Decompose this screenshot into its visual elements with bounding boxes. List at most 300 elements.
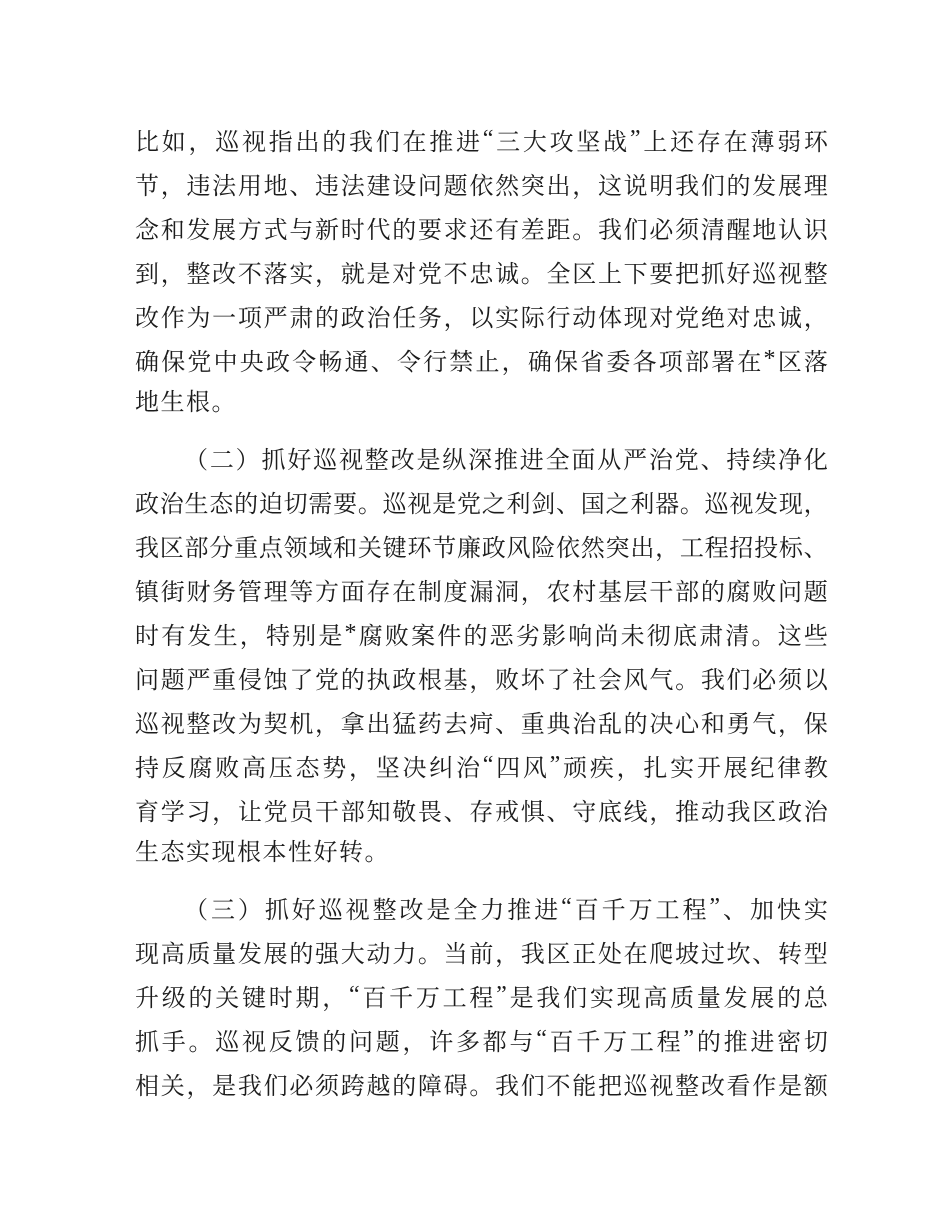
char: 严	[623, 447, 648, 474]
char: 坏	[520, 667, 545, 694]
char: 相	[135, 1073, 159, 1100]
char: 中	[213, 349, 238, 376]
char: 节	[432, 535, 457, 562]
char: 是	[509, 985, 534, 1012]
char: 的	[623, 711, 648, 738]
char: 存	[696, 129, 721, 156]
char: ，	[469, 667, 494, 694]
char: 需	[308, 491, 333, 518]
char: 是	[212, 1073, 237, 1100]
char: 的	[340, 667, 365, 694]
char: 扎	[643, 755, 668, 782]
char: 、	[546, 799, 571, 826]
char: 。	[679, 491, 704, 518]
char: 招	[729, 535, 754, 562]
text-line	[135, 293, 828, 337]
char: 党	[187, 349, 212, 376]
char: 体	[597, 305, 622, 332]
char: 方	[237, 217, 262, 244]
char: 器	[655, 491, 680, 518]
char: 治	[159, 491, 184, 518]
char: 线	[623, 799, 648, 826]
char: 的	[392, 217, 417, 244]
char: ，	[777, 711, 802, 738]
char: 的	[322, 1029, 347, 1056]
char: 惧	[520, 799, 545, 826]
char: 的	[777, 985, 802, 1012]
char: 保	[803, 711, 828, 738]
char: 忠	[752, 305, 777, 332]
text-line	[135, 337, 828, 381]
char: 重	[520, 711, 545, 738]
char: 剑	[531, 491, 556, 518]
char: 实	[670, 755, 695, 782]
char: 持	[726, 447, 751, 474]
char: 巡	[215, 1029, 240, 1056]
char: 对	[649, 305, 674, 332]
char: 域	[308, 535, 333, 562]
char: 从	[597, 447, 622, 474]
char: 的	[188, 985, 213, 1012]
char: 视	[407, 491, 432, 518]
char: 开	[696, 755, 721, 782]
char: 整	[186, 711, 211, 738]
char: 前	[469, 941, 494, 968]
char: 越	[366, 1073, 391, 1100]
char: 时	[135, 623, 159, 650]
char: 基	[443, 667, 468, 694]
char: 农	[546, 579, 571, 606]
text-line	[135, 523, 828, 567]
char: 进	[456, 129, 480, 156]
char: 巡	[752, 261, 777, 288]
char: 为	[237, 711, 262, 738]
char: 方	[315, 579, 340, 606]
char: 好	[726, 261, 751, 288]
char: 把	[675, 261, 700, 288]
char: ，	[501, 349, 526, 376]
char: 大	[340, 941, 365, 968]
char: 现	[778, 491, 803, 518]
char: ，	[495, 941, 520, 968]
char: 抓	[700, 261, 725, 288]
char: 是	[318, 623, 343, 650]
char: 部	[675, 579, 700, 606]
char: 药	[417, 711, 442, 738]
char: 党	[315, 667, 340, 694]
char: 生	[213, 623, 238, 650]
char: 违	[315, 173, 340, 200]
text-line	[135, 249, 828, 293]
char: 令	[292, 349, 317, 376]
char: 视	[338, 447, 363, 474]
char: 署	[711, 349, 736, 376]
char: 领	[283, 535, 308, 562]
char: 多	[456, 1029, 480, 1056]
char: 突	[605, 535, 630, 562]
char: 千	[389, 985, 414, 1012]
char: 了	[289, 667, 314, 694]
text-line	[135, 743, 828, 787]
char: 爬	[649, 941, 674, 968]
char: 四	[496, 755, 521, 782]
char: 决	[649, 711, 674, 738]
char: 确	[527, 349, 552, 376]
char: 、	[752, 941, 777, 968]
char: 。	[572, 217, 597, 244]
char: ，	[616, 755, 641, 782]
char: 必	[752, 667, 777, 694]
char: ”	[709, 893, 721, 920]
char: 地	[752, 217, 777, 244]
char: 抓	[261, 447, 286, 474]
char: 过	[700, 941, 725, 968]
char: 央	[239, 349, 264, 376]
char: 拿	[340, 711, 365, 738]
char: ”	[549, 751, 561, 778]
char: 绝	[700, 305, 725, 332]
char: 发	[754, 491, 779, 518]
char: 整	[364, 447, 389, 474]
char: 型	[803, 941, 828, 968]
char: 千	[601, 897, 626, 924]
char: 还	[469, 217, 494, 244]
char: 量	[696, 985, 721, 1012]
char: 败	[752, 579, 777, 606]
char: 馈	[295, 1029, 320, 1056]
char: 与	[289, 217, 314, 244]
char: 二	[209, 447, 234, 474]
char: 落	[803, 349, 828, 376]
text-line	[135, 1017, 828, 1061]
paragraph	[135, 435, 828, 875]
char: 腐	[188, 755, 213, 782]
char: 度	[443, 579, 468, 606]
char: 差	[520, 217, 545, 244]
char: 然	[580, 535, 605, 562]
char: 我	[135, 535, 159, 562]
char: 利	[506, 491, 531, 518]
char: 严	[186, 667, 211, 694]
char: 漏	[469, 579, 494, 606]
char: 等	[289, 579, 314, 606]
char: 的	[315, 305, 340, 332]
char: 治	[803, 799, 828, 826]
char: 净	[778, 447, 803, 474]
char: 我	[349, 129, 373, 156]
char: 委	[606, 349, 631, 376]
char: 巡	[318, 897, 343, 924]
char: 发	[237, 941, 262, 968]
char: ，	[803, 305, 828, 332]
char: 巡	[215, 129, 240, 156]
char: 整	[186, 261, 211, 288]
char: 的	[289, 941, 314, 968]
char: 底	[597, 799, 622, 826]
char: 战	[603, 129, 628, 156]
char: 部	[684, 349, 709, 376]
char: 工	[655, 897, 680, 924]
char: “	[561, 893, 572, 920]
char: 快	[776, 897, 801, 924]
char: ，	[315, 711, 340, 738]
char: 畅	[318, 349, 343, 376]
char: 法	[212, 173, 237, 200]
text-line: 生态实现根本性好转。	[135, 840, 390, 866]
char: 会	[597, 667, 622, 694]
char: ，	[520, 579, 545, 606]
char: 我	[536, 985, 561, 1012]
char: 存	[366, 579, 391, 606]
text-line	[135, 699, 828, 743]
char: 败	[215, 755, 240, 782]
char: 。	[520, 261, 545, 288]
char: 正	[572, 941, 597, 968]
char: 以	[803, 667, 828, 694]
char: 诚	[777, 305, 802, 332]
char: 高	[242, 755, 266, 782]
char: 题	[375, 1029, 400, 1056]
char: 期	[295, 985, 320, 1012]
char: 全	[453, 897, 478, 924]
char: 认	[777, 217, 802, 244]
paragraph	[135, 117, 828, 425]
char: 反	[161, 755, 186, 782]
char: 关	[215, 985, 240, 1012]
char: 分	[209, 535, 234, 562]
char: 键	[382, 535, 407, 562]
char: 党	[417, 261, 442, 288]
char: 节	[135, 173, 159, 200]
char: 律	[777, 755, 802, 782]
char: 气	[649, 667, 674, 694]
char: 都	[482, 1029, 507, 1056]
char: ，	[239, 623, 264, 650]
char: 管	[237, 579, 262, 606]
char: 点	[258, 535, 283, 562]
char: 动	[572, 305, 597, 332]
char: 视	[160, 711, 185, 738]
char: 坚	[576, 129, 601, 156]
char: 和	[160, 217, 185, 244]
char: 行	[423, 349, 448, 376]
char: 务	[212, 579, 237, 606]
char: ，	[188, 129, 213, 156]
char: 政	[392, 667, 417, 694]
char: 对	[392, 261, 417, 288]
char: 典	[546, 711, 571, 738]
char: 败	[495, 667, 520, 694]
char: 障	[417, 1073, 442, 1100]
char: 说	[623, 173, 648, 200]
char: 为	[186, 305, 211, 332]
char: 明	[649, 173, 674, 200]
char: 强	[315, 941, 340, 968]
char: 执	[366, 667, 391, 694]
char: 程	[656, 1029, 681, 1056]
char: 实	[803, 897, 828, 924]
char: 作	[160, 305, 185, 332]
char: 须	[777, 667, 802, 694]
char: 用	[237, 173, 262, 200]
char: 党	[263, 799, 288, 826]
char: 败	[384, 623, 409, 650]
char: 、	[556, 491, 581, 518]
char: 在	[723, 129, 748, 156]
char: 反	[268, 1029, 293, 1056]
char: 件	[437, 623, 462, 650]
char: 时	[340, 217, 365, 244]
char: 实	[589, 985, 614, 1012]
char: 动	[700, 799, 725, 826]
char: 各	[632, 349, 657, 376]
char: 万	[415, 985, 440, 1012]
char: 的	[726, 173, 751, 200]
text-line	[135, 787, 828, 831]
char: 、	[803, 535, 828, 562]
char: 整	[372, 897, 397, 924]
char: 我	[726, 799, 751, 826]
char: 地	[263, 173, 288, 200]
char: 深	[468, 447, 493, 474]
char: 推	[723, 1029, 748, 1056]
char: 戒	[495, 799, 520, 826]
char: 巡	[135, 711, 159, 738]
char: 展	[212, 217, 237, 244]
char: 万	[628, 897, 653, 924]
char: ”	[496, 981, 507, 1008]
char: 抓	[264, 897, 289, 924]
char: 力	[392, 941, 417, 968]
char: 政	[265, 349, 290, 376]
char: 肃	[289, 305, 314, 332]
char: 是	[416, 447, 441, 474]
char: 级	[161, 985, 186, 1012]
char: 风	[623, 667, 648, 694]
char: 在	[402, 129, 427, 156]
char: 不	[443, 261, 468, 288]
char: 展	[263, 941, 288, 968]
char: 发	[752, 173, 777, 200]
text-line	[135, 885, 828, 929]
char: ）	[235, 447, 260, 474]
char: 村	[572, 579, 597, 606]
char: 到	[135, 261, 159, 288]
char: 出	[295, 129, 320, 156]
char: 存	[469, 799, 494, 826]
char: 、	[723, 897, 747, 924]
text-line	[135, 567, 828, 611]
char: 改	[390, 447, 415, 474]
char: 响	[568, 623, 593, 650]
char: 发	[723, 985, 748, 1012]
char: 额	[803, 1073, 828, 1100]
char: 疾	[589, 755, 614, 782]
char: ，	[322, 985, 347, 1012]
char: 风	[506, 535, 531, 562]
char: 严	[263, 305, 288, 332]
char: 碍	[443, 1073, 468, 1100]
char: 的	[700, 579, 725, 606]
char: 干	[315, 799, 340, 826]
char: 之	[605, 491, 630, 518]
char: 下	[623, 261, 648, 288]
text-line	[135, 161, 828, 205]
char: 区	[572, 261, 597, 288]
text-line	[135, 435, 828, 479]
char: 守	[572, 799, 597, 826]
char: “	[482, 751, 494, 778]
char: *	[344, 619, 357, 646]
char: 政	[340, 305, 365, 332]
char: 习	[186, 799, 211, 826]
char: 治	[366, 305, 391, 332]
char: 契	[263, 711, 288, 738]
char: 恶	[489, 623, 514, 650]
char: “	[482, 125, 494, 152]
char: 这	[777, 623, 802, 650]
char: 抓	[135, 1029, 159, 1056]
char: 、	[495, 711, 520, 738]
char: 巡	[313, 447, 338, 474]
char: 看	[726, 1073, 751, 1100]
char: 推	[507, 897, 532, 924]
char: 保	[554, 349, 578, 376]
char: 工	[629, 1029, 654, 1056]
char: 手	[161, 1029, 186, 1056]
char: 际	[520, 305, 545, 332]
char: 社	[572, 667, 597, 694]
char: 不	[237, 261, 262, 288]
char: 展	[723, 755, 748, 782]
char: 环	[407, 535, 432, 562]
char: 量	[212, 941, 237, 968]
char: 化	[803, 447, 828, 474]
char: 让	[237, 799, 262, 826]
char: 不	[546, 1073, 571, 1100]
char: 出	[630, 535, 655, 562]
char: 层	[623, 579, 648, 606]
char: 处	[597, 941, 622, 968]
char: 务	[417, 305, 442, 332]
char: 制	[417, 579, 442, 606]
char: 总	[803, 985, 828, 1012]
text-line	[135, 973, 828, 1017]
char: 改	[399, 897, 424, 924]
char: 特	[265, 623, 290, 650]
char: 部	[184, 535, 209, 562]
char: 对	[726, 305, 751, 332]
char: 比	[135, 129, 159, 156]
char: 廉	[456, 535, 481, 562]
char: 改	[135, 305, 159, 332]
char: 我	[520, 941, 545, 968]
char: “	[536, 1025, 547, 1052]
char: 街	[160, 579, 185, 606]
document-body	[135, 117, 828, 1105]
char: 工	[442, 985, 467, 1012]
char: 关	[357, 535, 382, 562]
char: 现	[135, 941, 159, 968]
char: 根	[417, 667, 442, 694]
char: 问	[777, 579, 802, 606]
char: 识	[803, 217, 828, 244]
char: 风	[522, 755, 547, 782]
char: 要	[417, 217, 442, 244]
char: 当	[443, 941, 468, 968]
char: 。	[188, 1029, 213, 1056]
char: 和	[700, 711, 725, 738]
